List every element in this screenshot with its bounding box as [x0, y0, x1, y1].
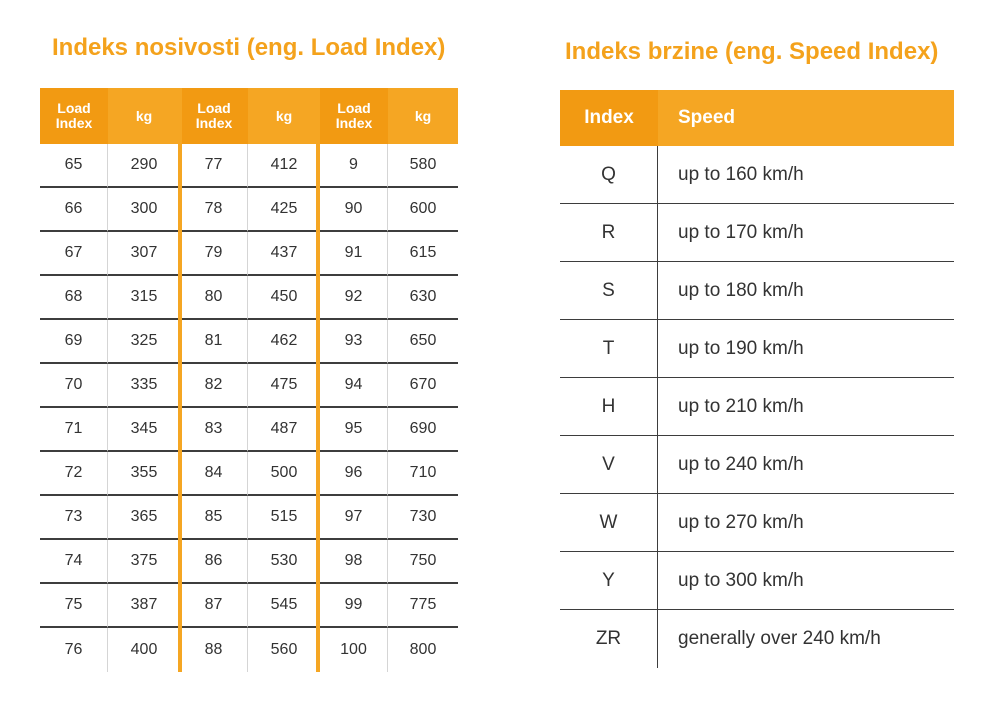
- load-index-cell: 71: [40, 408, 108, 452]
- load-index-cell: 90: [320, 188, 388, 232]
- kg-header: kg: [248, 88, 320, 144]
- load-index-cell: 78: [180, 188, 248, 232]
- speed-cell: up to 210 km/h: [658, 378, 954, 436]
- load-index-cell: 99: [320, 584, 388, 628]
- load-index-cell: 69: [40, 320, 108, 364]
- load-index-cell: 83: [180, 408, 248, 452]
- kg-cell: 750: [388, 540, 458, 584]
- speed-index-cell: S: [560, 262, 658, 320]
- load-index-cell: 72: [40, 452, 108, 496]
- kg-cell: 730: [388, 496, 458, 540]
- speed-index-cell: V: [560, 436, 658, 494]
- speed-index-cell: ZR: [560, 610, 658, 668]
- kg-cell: 530: [248, 540, 320, 584]
- load-index-cell: 65: [40, 144, 108, 188]
- kg-cell: 487: [248, 408, 320, 452]
- speed-header: Speed: [658, 90, 954, 146]
- kg-cell: 600: [388, 188, 458, 232]
- kg-cell: 345: [108, 408, 180, 452]
- load-index-cell: 87: [180, 584, 248, 628]
- load-index-cell: 93: [320, 320, 388, 364]
- column-group-divider: [178, 88, 182, 672]
- load-index-cell: 74: [40, 540, 108, 584]
- kg-cell: 412: [248, 144, 320, 188]
- speed-index-cell: H: [560, 378, 658, 436]
- load-index-header: Load Index: [180, 88, 248, 144]
- kg-cell: 775: [388, 584, 458, 628]
- load-index-cell: 67: [40, 232, 108, 276]
- load-index-cell: 91: [320, 232, 388, 276]
- kg-cell: 300: [108, 188, 180, 232]
- load-index-cell: 73: [40, 496, 108, 540]
- speed-index-table: [560, 90, 954, 668]
- kg-cell: 670: [388, 364, 458, 408]
- load-index-cell: 95: [320, 408, 388, 452]
- kg-cell: 315: [108, 276, 180, 320]
- speed-index-cell: T: [560, 320, 658, 378]
- kg-cell: 437: [248, 232, 320, 276]
- speed-index-cell: Y: [560, 552, 658, 610]
- load-index-table: [40, 88, 458, 672]
- speed-cell: up to 190 km/h: [658, 320, 954, 378]
- load-index-title: Indeks nosivosti (eng. Load Index): [52, 34, 446, 61]
- speed-cell: up to 160 km/h: [658, 146, 954, 204]
- speed-index-cell: W: [560, 494, 658, 552]
- load-index-cell: 70: [40, 364, 108, 408]
- kg-cell: 475: [248, 364, 320, 408]
- speed-cell: up to 240 km/h: [658, 436, 954, 494]
- load-index-cell: 96: [320, 452, 388, 496]
- load-index-header: Load Index: [320, 88, 388, 144]
- load-index-cell: 80: [180, 276, 248, 320]
- load-index-cell: 76: [40, 628, 108, 672]
- load-index-cell: 94: [320, 364, 388, 408]
- kg-cell: 580: [388, 144, 458, 188]
- speed-index-cell: Q: [560, 146, 658, 204]
- load-index-cell: 92: [320, 276, 388, 320]
- load-index-cell: 84: [180, 452, 248, 496]
- load-index-cell: 82: [180, 364, 248, 408]
- speed-index-cell: R: [560, 204, 658, 262]
- speed-cell: up to 170 km/h: [658, 204, 954, 262]
- speed-index-title: Indeks brzine (eng. Speed Index): [565, 38, 939, 65]
- load-index-cell: 79: [180, 232, 248, 276]
- load-index-cell: 77: [180, 144, 248, 188]
- speed-cell: up to 270 km/h: [658, 494, 954, 552]
- kg-cell: 462: [248, 320, 320, 364]
- load-index-cell: 85: [180, 496, 248, 540]
- load-index-cell: 97: [320, 496, 388, 540]
- kg-cell: 630: [388, 276, 458, 320]
- kg-cell: 290: [108, 144, 180, 188]
- kg-header: kg: [388, 88, 458, 144]
- speed-cell: up to 300 km/h: [658, 552, 954, 610]
- kg-cell: 355: [108, 452, 180, 496]
- speed-index-header: Index: [560, 90, 658, 146]
- load-index-cell: 98: [320, 540, 388, 584]
- kg-cell: 500: [248, 452, 320, 496]
- load-index-cell: 100: [320, 628, 388, 672]
- column-group-divider: [316, 88, 320, 672]
- kg-cell: 615: [388, 232, 458, 276]
- kg-cell: 545: [248, 584, 320, 628]
- kg-cell: 690: [388, 408, 458, 452]
- load-index-cell: 75: [40, 584, 108, 628]
- kg-header: kg: [108, 88, 180, 144]
- load-index-cell: 86: [180, 540, 248, 584]
- kg-cell: 425: [248, 188, 320, 232]
- kg-cell: 800: [409, 641, 437, 658]
- kg-cell: 375: [108, 540, 180, 584]
- speed-cell: up to 180 km/h: [658, 262, 954, 320]
- kg-cell: 335: [108, 364, 180, 408]
- speed-cell: generally over 240 km/h: [678, 628, 881, 649]
- kg-cell: 365: [108, 496, 180, 540]
- load-index-header: Load Index: [40, 88, 108, 144]
- kg-cell: 560: [270, 641, 298, 658]
- kg-cell: 325: [108, 320, 180, 364]
- kg-cell: 650: [388, 320, 458, 364]
- load-index-cell: 68: [40, 276, 108, 320]
- kg-cell: 307: [108, 232, 180, 276]
- kg-cell: 515: [248, 496, 320, 540]
- load-index-cell: 66: [40, 188, 108, 232]
- load-index-cell: 81: [180, 320, 248, 364]
- kg-cell: 710: [388, 452, 458, 496]
- load-index-cell: 88: [180, 628, 248, 672]
- load-index-cell: 9: [320, 144, 388, 188]
- kg-cell: 400: [130, 641, 158, 658]
- kg-cell: 450: [248, 276, 320, 320]
- kg-cell: 387: [108, 584, 180, 628]
